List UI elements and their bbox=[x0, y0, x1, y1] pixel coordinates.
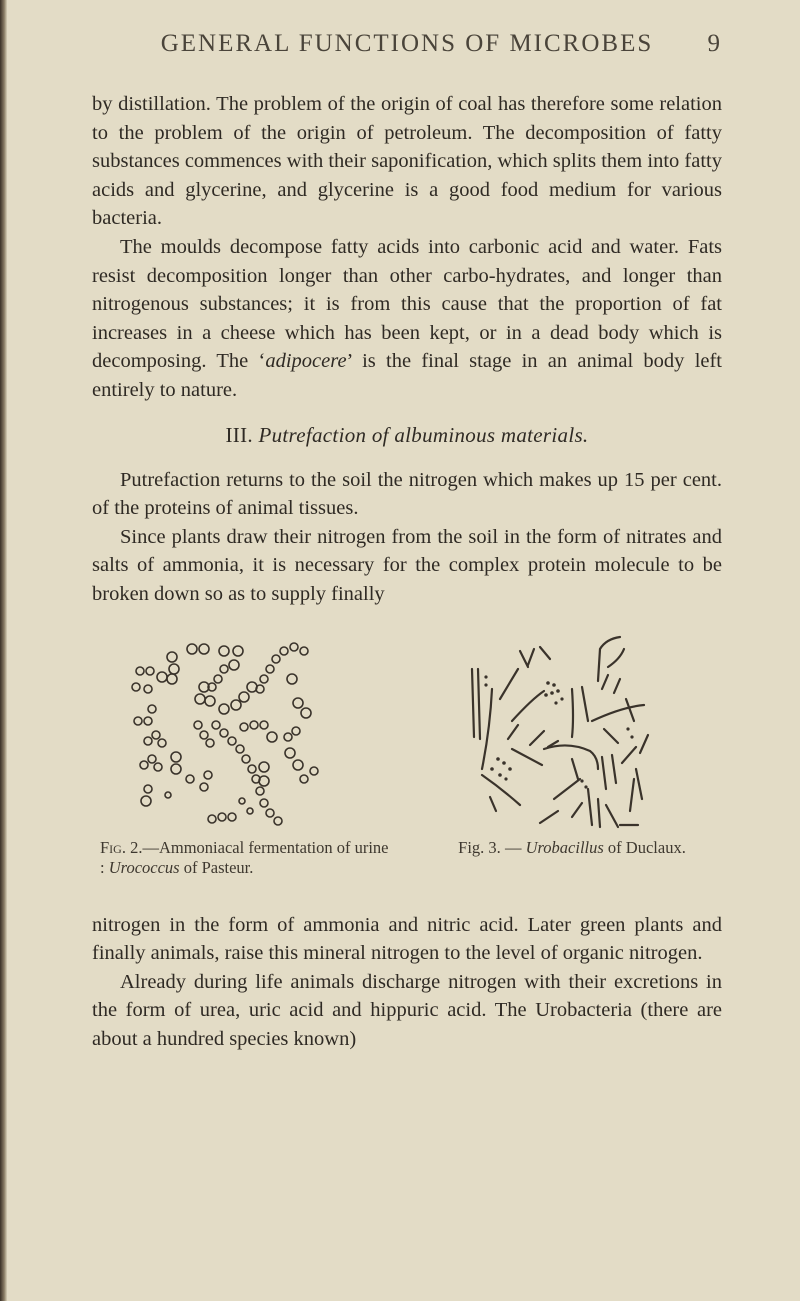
paragraph-distillation: by distillation. The problem of the origin of coal has therefore some relation to the problem of the origin of petroleum. The decomposition of fatty substances commences with their saponification, which splits them into fatty acids and glycerine, and glycerine is a good food medium for various bacteria. bbox=[92, 93, 722, 230]
paragraph-excretions: Already during life animals discharge nitrogen with their excretions in the form of urea, uric acid and hippuric acid. The Urobacteria (there are about a hundred species known) bbox=[92, 970, 722, 1050]
figure-2-caption bbox=[92, 838, 392, 878]
adipocere-before: The ‘ bbox=[216, 350, 266, 373]
section-title-text: Putrefaction of albuminous materials. bbox=[258, 422, 589, 447]
paragraph-ammonia: nitrogen in the form of ammonia and nitric acid. Later green plants and finally animals, raise this mineral nitrogen to the level of organic nitrogen. bbox=[92, 913, 722, 965]
moulds-text: The moulds decompose fatty acids into carbonic acid and water. Fats resist decomposition longer than other carbo-hydrates, and longer than nitrogenous substances; it is from this cause that the proportion of fat increases in a cheese which has been kept, or in a dead body which is decomposing. bbox=[92, 235, 722, 373]
figure-2-label: Fig. 2. bbox=[100, 837, 143, 857]
paragraph-putrefaction: Putrefaction returns to the soil the nitrogen which makes up 15 per cent. of the proteins of animal tissues. bbox=[92, 468, 722, 520]
urobacillus-illustration bbox=[422, 629, 722, 834]
figures-row bbox=[92, 629, 722, 887]
book-page bbox=[92, 30, 722, 1053]
paragraph-moulds bbox=[92, 233, 722, 405]
section-heading bbox=[92, 423, 722, 448]
book-binding-edge bbox=[0, 0, 7, 1301]
running-title: GENERAL FUNCTIONS OF MICROBES bbox=[160, 30, 654, 57]
page-number: 9 bbox=[707, 30, 722, 57]
figure-2 bbox=[92, 629, 392, 887]
figure-2-organism: Urococcus bbox=[108, 857, 180, 877]
figure-3-text: — bbox=[500, 837, 526, 857]
running-header bbox=[92, 30, 722, 66]
figure-3-organism: Urobacillus bbox=[525, 837, 604, 857]
section-number: III. bbox=[225, 422, 253, 447]
figure-3-suffix: of Duclaux. bbox=[603, 837, 686, 857]
figure-3-label: Fig. 3. bbox=[458, 837, 501, 857]
figure-2-suffix: of Pasteur. bbox=[179, 857, 254, 877]
figure-2-text: —Ammoniacal fermentation of urine : bbox=[100, 837, 389, 877]
adipocere-term: adipocere bbox=[265, 350, 347, 373]
adipocere-after: ’ is the final stage in an animal body left entirely to nature. bbox=[92, 350, 723, 401]
paragraph-plants-nitrogen: Since plants draw their nitrogen from the soil in the form of nitrates and salts of ammonia, it is necessary for the complex protein molecule to be broken down so as to supply finally bbox=[92, 525, 722, 605]
figure-3-caption bbox=[422, 838, 722, 858]
urococcus-illustration bbox=[92, 629, 392, 834]
figure-3 bbox=[422, 629, 722, 887]
